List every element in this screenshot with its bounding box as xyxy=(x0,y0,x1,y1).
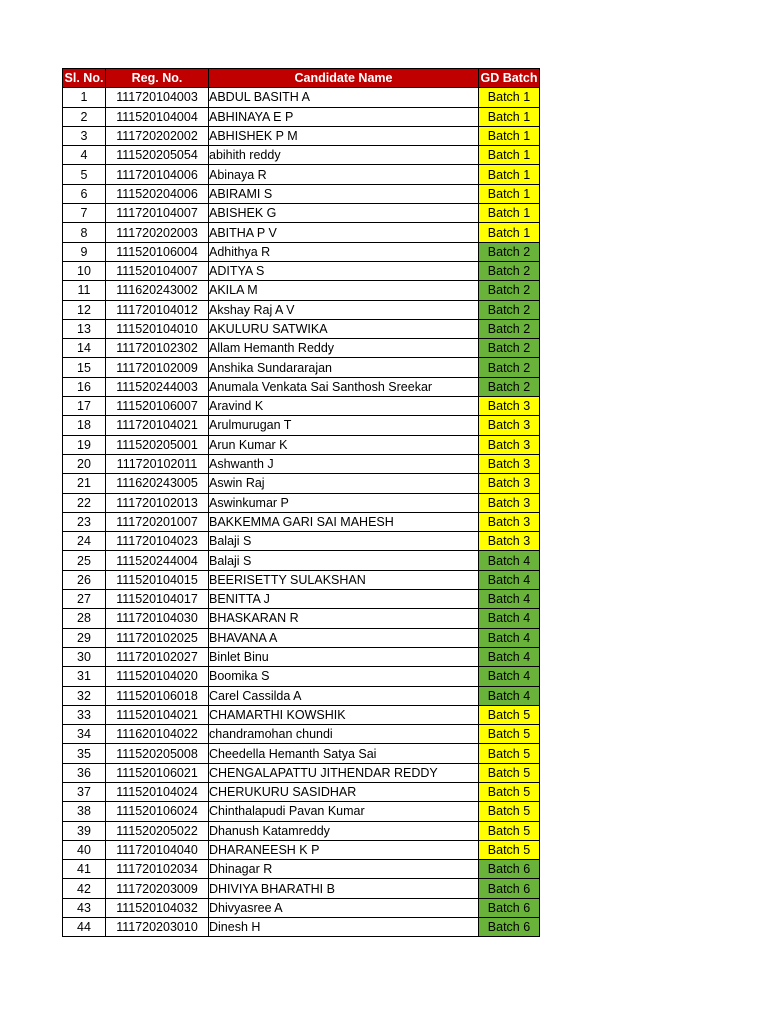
sl-no-cell: 39 xyxy=(63,821,106,840)
sl-no-cell: 6 xyxy=(63,184,106,203)
sl-no-cell: 17 xyxy=(63,397,106,416)
sl-no-cell: 9 xyxy=(63,242,106,261)
table-row xyxy=(63,339,540,358)
gd-batch-cell: Batch 2 xyxy=(479,358,540,377)
sl-no-cell: 31 xyxy=(63,667,106,686)
sl-no-cell: 26 xyxy=(63,570,106,589)
reg-no-cell: 111520106021 xyxy=(106,763,209,782)
reg-no-cell: 111720203010 xyxy=(106,918,209,937)
candidate-name-cell: ABITHA P V xyxy=(209,223,479,242)
table-body xyxy=(63,88,540,937)
candidate-name-cell: Anumala Venkata Sai Santhosh Sreekar xyxy=(209,377,479,396)
gd-batch-cell: Batch 3 xyxy=(479,493,540,512)
header-row xyxy=(63,69,540,88)
reg-no-cell: 111520104015 xyxy=(106,570,209,589)
table-row xyxy=(63,88,540,107)
table-row xyxy=(63,705,540,724)
reg-no-cell: 111720102011 xyxy=(106,454,209,473)
table-row xyxy=(63,261,540,280)
reg-no-cell: 111720104012 xyxy=(106,300,209,319)
reg-no-cell: 111520106004 xyxy=(106,242,209,261)
reg-no-cell: 111720104006 xyxy=(106,165,209,184)
reg-no-cell: 111520104007 xyxy=(106,261,209,280)
sl-no-cell: 44 xyxy=(63,918,106,937)
reg-no-cell: 111520205008 xyxy=(106,744,209,763)
reg-no-cell: 111620104022 xyxy=(106,725,209,744)
sl-no-cell: 35 xyxy=(63,744,106,763)
table-row xyxy=(63,609,540,628)
gd-batch-cell: Batch 3 xyxy=(479,397,540,416)
gd-batch-cell: Batch 3 xyxy=(479,435,540,454)
gd-batch-cell: Batch 4 xyxy=(479,686,540,705)
sl-no-cell: 16 xyxy=(63,377,106,396)
sl-no-cell: 22 xyxy=(63,493,106,512)
sl-no-cell: 25 xyxy=(63,551,106,570)
gd-batch-cell: Batch 4 xyxy=(479,647,540,666)
reg-no-cell: 111720102009 xyxy=(106,358,209,377)
table-row xyxy=(63,686,540,705)
gd-batch-cell: Batch 2 xyxy=(479,319,540,338)
candidate-name-cell: CHERUKURU SASIDHAR xyxy=(209,782,479,801)
table-row xyxy=(63,397,540,416)
sl-no-cell: 28 xyxy=(63,609,106,628)
sl-no-cell: 3 xyxy=(63,126,106,145)
candidate-name-cell: Arulmurugan T xyxy=(209,416,479,435)
sl-no-cell: 14 xyxy=(63,339,106,358)
table-row xyxy=(63,358,540,377)
sl-no-cell: 33 xyxy=(63,705,106,724)
sl-no-cell: 19 xyxy=(63,435,106,454)
table-row xyxy=(63,512,540,531)
candidate-name-cell: BAKKEMMA GARI SAI MAHESH xyxy=(209,512,479,531)
sl-no-cell: 1 xyxy=(63,88,106,107)
sl-no-cell: 7 xyxy=(63,204,106,223)
candidate-name-cell: BENITTA J xyxy=(209,590,479,609)
gd-batch-cell: Batch 2 xyxy=(479,242,540,261)
sl-no-cell: 10 xyxy=(63,261,106,280)
reg-no-cell: 111520104024 xyxy=(106,782,209,801)
gd-batch-cell: Batch 4 xyxy=(479,590,540,609)
sl-no-cell: 8 xyxy=(63,223,106,242)
header-gd-batch: GD Batch xyxy=(479,69,540,88)
reg-no-cell: 111520104004 xyxy=(106,107,209,126)
gd-batch-cell: Batch 5 xyxy=(479,744,540,763)
gd-batch-cell: Batch 1 xyxy=(479,184,540,203)
candidate-name-cell: Arun Kumar K xyxy=(209,435,479,454)
table-row xyxy=(63,744,540,763)
gd-batch-cell: Batch 1 xyxy=(479,126,540,145)
table-row xyxy=(63,126,540,145)
reg-no-cell: 111720104023 xyxy=(106,532,209,551)
candidate-name-cell: Boomika S xyxy=(209,667,479,686)
reg-no-cell: 111520106024 xyxy=(106,802,209,821)
reg-no-cell: 111720104030 xyxy=(106,609,209,628)
gd-batch-cell: Batch 5 xyxy=(479,840,540,859)
sl-no-cell: 13 xyxy=(63,319,106,338)
table-row xyxy=(63,146,540,165)
candidate-name-cell: ABISHEK G xyxy=(209,204,479,223)
table-row xyxy=(63,493,540,512)
gd-batch-cell: Batch 2 xyxy=(479,377,540,396)
reg-no-cell: 111520205054 xyxy=(106,146,209,165)
table-row xyxy=(63,570,540,589)
table-row xyxy=(63,918,540,937)
candidate-name-cell: Balaji S xyxy=(209,551,479,570)
gd-batch-cell: Batch 3 xyxy=(479,474,540,493)
candidate-name-cell: AKILA M xyxy=(209,281,479,300)
header-candidate-name: Candidate Name xyxy=(209,69,479,88)
reg-no-cell: 111720202002 xyxy=(106,126,209,145)
gd-batch-cell: Batch 3 xyxy=(479,532,540,551)
table-row xyxy=(63,667,540,686)
candidate-name-cell: DHARANEESH K P xyxy=(209,840,479,859)
sl-no-cell: 5 xyxy=(63,165,106,184)
sl-no-cell: 18 xyxy=(63,416,106,435)
table-row xyxy=(63,165,540,184)
candidate-name-cell: Dhinagar R xyxy=(209,860,479,879)
sl-no-cell: 4 xyxy=(63,146,106,165)
reg-no-cell: 111720104040 xyxy=(106,840,209,859)
table-row xyxy=(63,802,540,821)
sl-no-cell: 40 xyxy=(63,840,106,859)
gd-batch-cell: Batch 1 xyxy=(479,88,540,107)
candidate-name-cell: DHIVIYA BHARATHI B xyxy=(209,879,479,898)
reg-no-cell: 111520104032 xyxy=(106,898,209,917)
sl-no-cell: 21 xyxy=(63,474,106,493)
candidate-name-cell: ABHINAYA E P xyxy=(209,107,479,126)
reg-no-cell: 111520104021 xyxy=(106,705,209,724)
gd-batch-cell: Batch 1 xyxy=(479,107,540,126)
table-row xyxy=(63,782,540,801)
reg-no-cell: 111520104017 xyxy=(106,590,209,609)
table-row xyxy=(63,223,540,242)
candidate-name-cell: abihith reddy xyxy=(209,146,479,165)
table-row xyxy=(63,647,540,666)
sl-no-cell: 37 xyxy=(63,782,106,801)
table-row xyxy=(63,860,540,879)
table-row xyxy=(63,725,540,744)
table-header xyxy=(63,69,540,88)
reg-no-cell: 111520244003 xyxy=(106,377,209,396)
candidate-name-cell: Binlet Binu xyxy=(209,647,479,666)
gd-batch-cell: Batch 5 xyxy=(479,763,540,782)
sl-no-cell: 32 xyxy=(63,686,106,705)
sl-no-cell: 42 xyxy=(63,879,106,898)
reg-no-cell: 111720102302 xyxy=(106,339,209,358)
header-sl-no: Sl. No. xyxy=(63,69,106,88)
gd-batch-cell: Batch 5 xyxy=(479,782,540,801)
sl-no-cell: 41 xyxy=(63,860,106,879)
reg-no-cell: 111720104007 xyxy=(106,204,209,223)
candidate-name-cell: Dhanush Katamreddy xyxy=(209,821,479,840)
table-row xyxy=(63,300,540,319)
table-row xyxy=(63,184,540,203)
sl-no-cell: 11 xyxy=(63,281,106,300)
table-row xyxy=(63,532,540,551)
candidate-name-cell: AKULURU SATWIKA xyxy=(209,319,479,338)
gd-batch-cell: Batch 3 xyxy=(479,512,540,531)
gd-batch-cell: Batch 3 xyxy=(479,454,540,473)
reg-no-cell: 111720201007 xyxy=(106,512,209,531)
table-row xyxy=(63,840,540,859)
table-row xyxy=(63,454,540,473)
candidate-name-cell: CHAMARTHI KOWSHIK xyxy=(209,705,479,724)
candidate-name-cell: BHAVANA A xyxy=(209,628,479,647)
candidate-name-cell: Chinthalapudi Pavan Kumar xyxy=(209,802,479,821)
candidate-name-cell: Cheedella Hemanth Satya Sai xyxy=(209,744,479,763)
table-row xyxy=(63,898,540,917)
gd-batch-cell: Batch 4 xyxy=(479,570,540,589)
gd-batch-cell: Batch 6 xyxy=(479,918,540,937)
reg-no-cell: 111520205001 xyxy=(106,435,209,454)
candidate-name-cell: ADITYA S xyxy=(209,261,479,280)
header-reg-no: Reg. No. xyxy=(106,69,209,88)
sl-no-cell: 36 xyxy=(63,763,106,782)
table-row xyxy=(63,242,540,261)
candidate-name-cell: Aswinkumar P xyxy=(209,493,479,512)
table-row xyxy=(63,821,540,840)
gd-batch-cell: Batch 3 xyxy=(479,416,540,435)
gd-batch-cell: Batch 4 xyxy=(479,609,540,628)
reg-no-cell: 111520205022 xyxy=(106,821,209,840)
sl-no-cell: 30 xyxy=(63,647,106,666)
candidate-name-cell: ABIRAMI S xyxy=(209,184,479,203)
reg-no-cell: 111520104010 xyxy=(106,319,209,338)
reg-no-cell: 111720203009 xyxy=(106,879,209,898)
sl-no-cell: 43 xyxy=(63,898,106,917)
candidate-name-cell: Aswin Raj xyxy=(209,474,479,493)
candidate-name-cell: BEERISETTY SULAKSHAN xyxy=(209,570,479,589)
candidate-name-cell: ABHISHEK P M xyxy=(209,126,479,145)
sl-no-cell: 15 xyxy=(63,358,106,377)
candidate-name-cell: Akshay Raj A V xyxy=(209,300,479,319)
candidate-name-cell: Balaji S xyxy=(209,532,479,551)
reg-no-cell: 111720102034 xyxy=(106,860,209,879)
candidate-name-cell: Adhithya R xyxy=(209,242,479,261)
gd-batch-cell: Batch 2 xyxy=(479,281,540,300)
candidate-name-cell: chandramohan chundi xyxy=(209,725,479,744)
table-row xyxy=(63,879,540,898)
gd-batch-cell: Batch 5 xyxy=(479,725,540,744)
reg-no-cell: 111520106007 xyxy=(106,397,209,416)
table-row xyxy=(63,763,540,782)
reg-no-cell: 111720102013 xyxy=(106,493,209,512)
gd-batch-cell: Batch 2 xyxy=(479,339,540,358)
table-row xyxy=(63,551,540,570)
reg-no-cell: 111620243002 xyxy=(106,281,209,300)
table-row xyxy=(63,628,540,647)
gd-batch-cell: Batch 1 xyxy=(479,165,540,184)
gd-batch-cell: Batch 6 xyxy=(479,898,540,917)
table-row xyxy=(63,281,540,300)
gd-batch-cell: Batch 1 xyxy=(479,146,540,165)
reg-no-cell: 111720202003 xyxy=(106,223,209,242)
table-row xyxy=(63,377,540,396)
reg-no-cell: 111620243005 xyxy=(106,474,209,493)
sl-no-cell: 2 xyxy=(63,107,106,126)
candidate-name-cell: Dinesh H xyxy=(209,918,479,937)
table-row xyxy=(63,474,540,493)
candidate-name-cell: Ashwanth J xyxy=(209,454,479,473)
reg-no-cell: 111720104003 xyxy=(106,88,209,107)
gd-batch-cell: Batch 5 xyxy=(479,821,540,840)
gd-batch-cell: Batch 4 xyxy=(479,628,540,647)
table-row xyxy=(63,107,540,126)
candidate-batch-table xyxy=(62,68,540,937)
reg-no-cell: 111720102027 xyxy=(106,647,209,666)
sl-no-cell: 38 xyxy=(63,802,106,821)
candidate-name-cell: Aravind K xyxy=(209,397,479,416)
sl-no-cell: 29 xyxy=(63,628,106,647)
table-row xyxy=(63,319,540,338)
reg-no-cell: 111720104021 xyxy=(106,416,209,435)
sl-no-cell: 12 xyxy=(63,300,106,319)
gd-batch-cell: Batch 2 xyxy=(479,300,540,319)
gd-batch-cell: Batch 6 xyxy=(479,879,540,898)
table-row xyxy=(63,416,540,435)
table-row xyxy=(63,435,540,454)
sl-no-cell: 24 xyxy=(63,532,106,551)
gd-batch-cell: Batch 4 xyxy=(479,667,540,686)
gd-batch-cell: Batch 1 xyxy=(479,204,540,223)
candidate-name-cell: Abinaya R xyxy=(209,165,479,184)
candidate-name-cell: Anshika Sundararajan xyxy=(209,358,479,377)
sl-no-cell: 23 xyxy=(63,512,106,531)
table-row xyxy=(63,204,540,223)
sl-no-cell: 34 xyxy=(63,725,106,744)
reg-no-cell: 111720102025 xyxy=(106,628,209,647)
gd-batch-cell: Batch 1 xyxy=(479,223,540,242)
reg-no-cell: 111520204006 xyxy=(106,184,209,203)
gd-batch-cell: Batch 5 xyxy=(479,802,540,821)
candidate-name-cell: ABDUL BASITH A xyxy=(209,88,479,107)
reg-no-cell: 111520244004 xyxy=(106,551,209,570)
gd-batch-cell: Batch 6 xyxy=(479,860,540,879)
candidate-name-cell: BHASKARAN R xyxy=(209,609,479,628)
gd-batch-cell: Batch 5 xyxy=(479,705,540,724)
gd-batch-cell: Batch 2 xyxy=(479,261,540,280)
gd-batch-cell: Batch 4 xyxy=(479,551,540,570)
reg-no-cell: 111520104020 xyxy=(106,667,209,686)
table-row xyxy=(63,590,540,609)
sl-no-cell: 20 xyxy=(63,454,106,473)
sl-no-cell: 27 xyxy=(63,590,106,609)
reg-no-cell: 111520106018 xyxy=(106,686,209,705)
candidate-name-cell: Dhivyasree A xyxy=(209,898,479,917)
candidate-name-cell: Allam Hemanth Reddy xyxy=(209,339,479,358)
candidate-name-cell: CHENGALAPATTU JITHENDAR REDDY xyxy=(209,763,479,782)
candidate-name-cell: Carel Cassilda A xyxy=(209,686,479,705)
